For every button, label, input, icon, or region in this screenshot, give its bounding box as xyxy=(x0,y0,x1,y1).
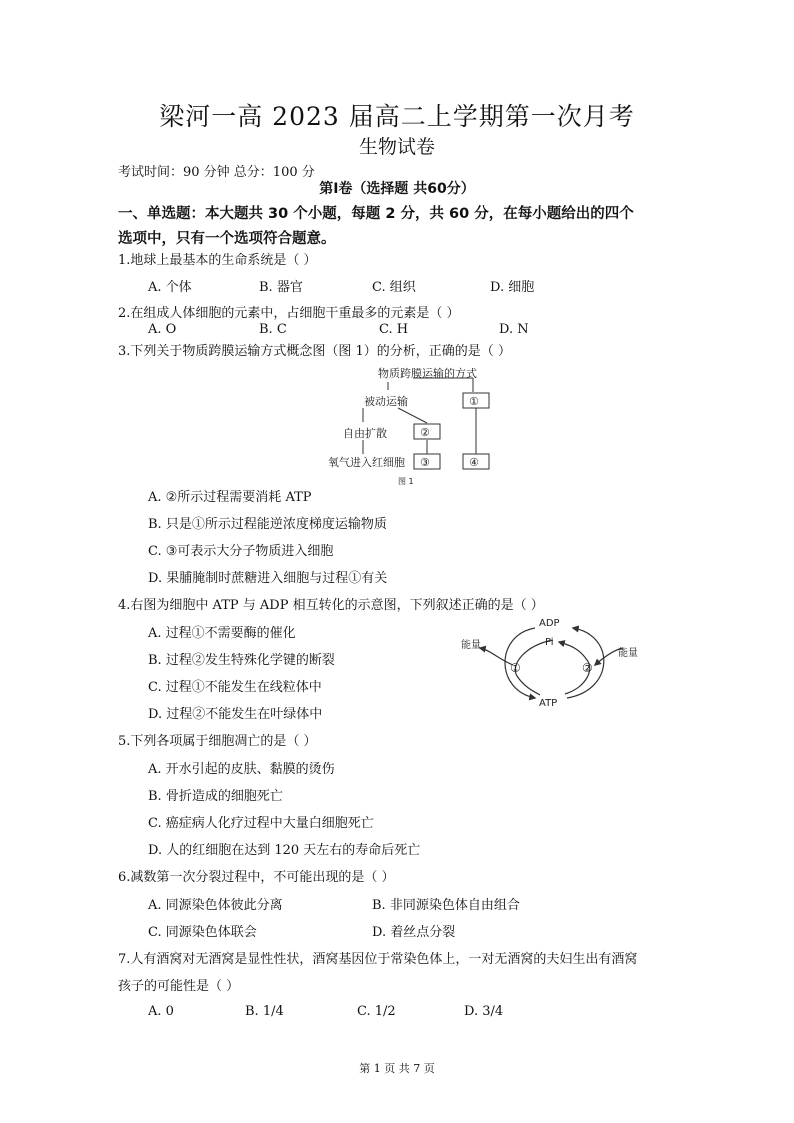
question-5-stem: 5.下列各项属于细胞凋亡的是（ ） xyxy=(118,734,317,749)
diagram-free-label: 自由扩散 xyxy=(343,427,387,440)
question-5-option-a: A. 开水引起的皮肤、黏膜的烫伤 xyxy=(148,762,335,777)
exam-info: 考试时间：90 分钟 总分：100 分 xyxy=(118,165,315,180)
diagram-c1-label: ① xyxy=(469,395,479,408)
connector-passive-c2 xyxy=(398,408,427,423)
question-6-option-a: A. 同源染色体彼此分离 xyxy=(148,898,283,913)
question-4-option-c: C. 过程①不能发生在线粒体中 xyxy=(148,680,322,695)
question-7-stem-line1: 7.人有酒窝对无酒窝是显性性状，酒窝基因位于常染色体上，一对无酒窝的夫妇生出有酒窝 xyxy=(118,952,638,967)
question-3-option-d: D. 果脯腌制时蔗糖进入细胞与过程①有关 xyxy=(148,571,388,586)
question-7-option-d: D. 3/4 xyxy=(464,1004,504,1019)
question-6-option-d: D. 着丝点分裂 xyxy=(372,925,456,940)
question-2-stem: 2.在组成人体细胞的元素中，占细胞干重最多的元素是（ ） xyxy=(118,306,460,321)
question-7-option-c: C. 1/2 xyxy=(357,1004,396,1019)
question-1-option-b: B. 器官 xyxy=(259,280,303,295)
question-1-option-c: C. 组织 xyxy=(372,280,416,295)
arc-inner-left xyxy=(515,640,553,695)
energy-left-label: 能量 xyxy=(461,640,481,651)
question-5-option-c: C. 癌症病人化疗过程中大量白细胞死亡 xyxy=(148,816,374,831)
question-6-option-b: B. 非同源染色体自由组合 xyxy=(372,898,520,913)
question-2-option-c: C. H xyxy=(379,322,409,337)
atp-label: ATP xyxy=(539,698,558,709)
question-6-stem: 6.减数第一次分裂过程中，不可能出现的是（ ） xyxy=(118,870,395,885)
question-7-option-b: B. 1/4 xyxy=(245,1004,284,1019)
transport-concept-diagram xyxy=(318,360,518,488)
question-7-option-a: A. 0 xyxy=(148,1004,174,1019)
diagram-c4-label: ④ xyxy=(469,456,479,469)
question-2-option-a: A. O xyxy=(148,322,177,337)
question-4-stem: 4.右图为细胞中 ATP 与 ADP 相互转化的示意图，下列叙述正确的是（ ） xyxy=(118,598,544,613)
question-2-option-d: D. N xyxy=(499,322,529,337)
question-6-option-c: C. 同源染色体联会 xyxy=(148,925,257,940)
diagram-c2-label: ② xyxy=(420,426,430,439)
pi-label: Pi xyxy=(545,637,554,648)
process-1-label: ① xyxy=(510,661,521,675)
question-5-option-b: B. 骨折造成的细胞死亡 xyxy=(148,789,283,804)
question-1-option-a: A. 个体 xyxy=(148,280,192,295)
diagram-caption: 图 1 xyxy=(398,477,414,486)
question-4-option-a: A. 过程①不需要酶的催化 xyxy=(148,626,296,641)
section-instruction-line1: 一、单选题：本大题共 30 个小题，每题 2 分，共 60 分，在每小题给出的四个 xyxy=(118,206,634,222)
question-7-stem-line2: 孩子的可能性是（ ） xyxy=(118,979,240,994)
atp-adp-cycle-diagram xyxy=(455,610,655,710)
arrow-energy-left xyxy=(480,648,513,665)
process-2-label: ② xyxy=(582,661,593,675)
question-4-option-d: D. 过程②不能发生在叶绿体中 xyxy=(148,707,323,722)
diagram-top-label: 物质跨膜运输的方式 xyxy=(378,367,477,380)
exam-subtitle: 生物试卷 xyxy=(358,136,435,158)
question-4-option-b: B. 过程②发生特殊化学键的断裂 xyxy=(148,653,335,668)
diagram-oxygen-label: 氧气进入红细胞 xyxy=(328,456,405,469)
question-5-option-d: D. 人的红细胞在达到 120 天左右的寿命后死亡 xyxy=(148,843,421,858)
diagram-c3-label: ③ xyxy=(420,456,430,469)
page-footer: 第 1 页 共 7 页 xyxy=(359,1062,435,1075)
question-3-stem: 3.下列关于物质跨膜运输方式概念图（图 1）的分析，正确的是（ ） xyxy=(118,344,511,359)
question-3-option-a: A. ②所示过程需要消耗 ATP xyxy=(148,490,312,505)
question-2-option-b: B. C xyxy=(259,322,287,337)
exam-title: 梁河一高 2023 届高二上学期第一次月考 xyxy=(159,102,635,131)
adp-label: ADP xyxy=(539,618,560,629)
question-1-stem: 1.地球上最基本的生命系统是（ ） xyxy=(118,253,317,268)
question-3-option-c: C. ③可表示大分子物质进入细胞 xyxy=(148,544,334,559)
energy-right-label: 能量 xyxy=(618,648,638,659)
section-instruction-line2: 选项中，只有一个选项符合题意。 xyxy=(118,231,336,247)
section-heading: 第Ⅰ卷（选择题 共60分） xyxy=(319,181,475,197)
diagram-passive-label: 被动运输 xyxy=(364,395,408,408)
question-1-option-d: D. 细胞 xyxy=(490,280,535,295)
question-3-option-b: B. 只是①所示过程能逆浓度梯度运输物质 xyxy=(148,517,387,532)
